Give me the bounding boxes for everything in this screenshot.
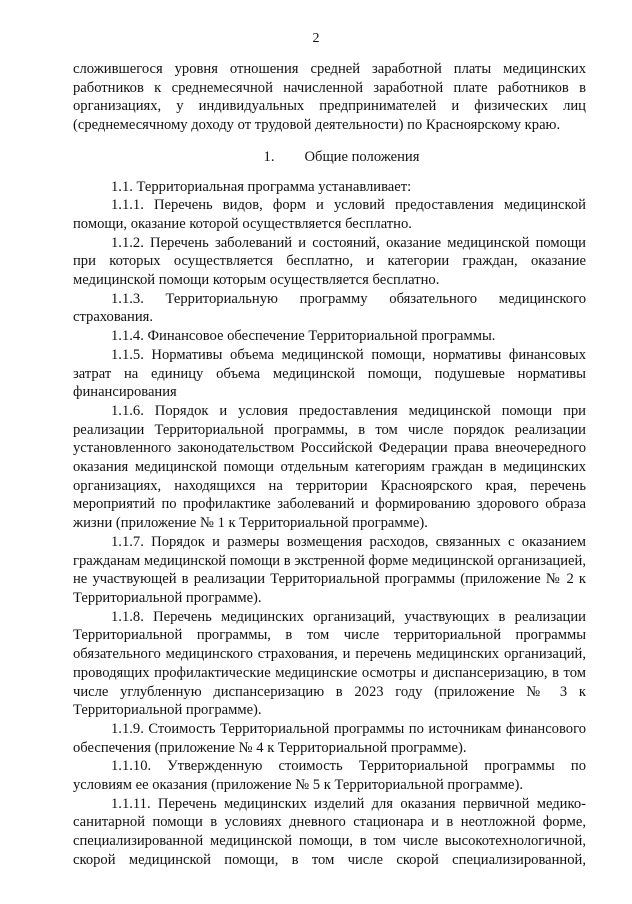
document-body <box>73 60 586 870</box>
section-title: Общие положения <box>304 148 420 165</box>
section-number: 1. <box>263 148 275 165</box>
paragraph-1-1-2: 1.1.2. Перечень заболеваний и состояний, оказание медицинской помощи при которых осуществляется бесплатно, и категории граждан, оказание медицинской помощи которым осуществляется бесплатно. <box>73 234 586 289</box>
section-heading <box>73 148 586 167</box>
paragraph-1-1-8: 1.1.8. Перечень медицинских организаций, участвующих в реализации Территориальной программы, в том числе территориальной программы обязательного медицинского страхования, и перечень медицинских организаций, проводящих профилактические медицинские осмотры и диспансеризацию, в том числе углубленную диспансеризацию в 2023 году (приложение № 3 к Территориальной программе). <box>73 608 586 719</box>
paragraph-1-1: 1.1. Территориальная программа устанавливает: <box>111 178 412 195</box>
paragraph-1-1-3: 1.1.3. Территориальную программу обязательного медицинского страхования. <box>73 290 586 326</box>
intro-paragraph: сложившегося уровня отношения средней заработной платы медицинских работников к среднемесячной начисленной заработной плате работников в организациях, у индивидуальных предпринимателей и физических лиц (среднемесячному доходу от трудовой деятельности) по Красноярскому краю. <box>73 61 586 134</box>
paragraph-1-1-7: 1.1.7. Порядок и размеры возмещения расходов, связанных с оказанием гражданам медицинской помощи в экстренной форме медицинской организацией, не участвующей в реализации Территориальной программы (приложение № 2 к Территориальной программе). <box>73 533 586 606</box>
paragraph-1-1-4: 1.1.4. Финансовое обеспечение Территориальной программы. <box>111 328 496 345</box>
paragraph-1-1-6: 1.1.6. Порядок и условия предоставления медицинской помощи при реализации Территориальной программы, в том числе порядок реализации установленного законодательством Российской Федерации права внеочередного оказания медицинской помощи отдельным категориям граждан в медицинских организациях, находящихся на территории Красноярского края, перечень мероприятий по профилактике заболеваний и формированию здорового образа жизни (приложение № 1 к Территориальной программе). <box>73 402 586 532</box>
paragraph-1-1-5: 1.1.5. Нормативы объема медицинской помощи, нормативы финансовых затрат на единицу объема медицинской помощи, подушевые нормативы финансирования <box>73 346 586 401</box>
paragraph-1-1-9: 1.1.9. Стоимость Территориальной программы по источникам финансового обеспечения (приложение № 4 к Территориальной программе). <box>73 720 586 756</box>
paragraph-1-1-1: 1.1.1. Перечень видов, форм и условий предоставления медицинской помощи, оказание которой осуществляется бесплатно. <box>73 197 586 232</box>
paragraph-1-1-11: 1.1.11. Перечень медицинских изделий для оказания первичной медико-санитарной помощи в условиях дневного стационара и в неотложной форме, специализированной медицинской помощи, в том числе высокотехнологичной, скорой медицинской помощи, в том числе скорой специализированной, <box>73 795 586 868</box>
page-number: 2 <box>312 31 320 46</box>
paragraph-1-1-10: 1.1.10. Утвержденную стоимость Территориальной программы по условиям ее оказания (приложение № 5 к Территориальной программе). <box>73 758 586 794</box>
